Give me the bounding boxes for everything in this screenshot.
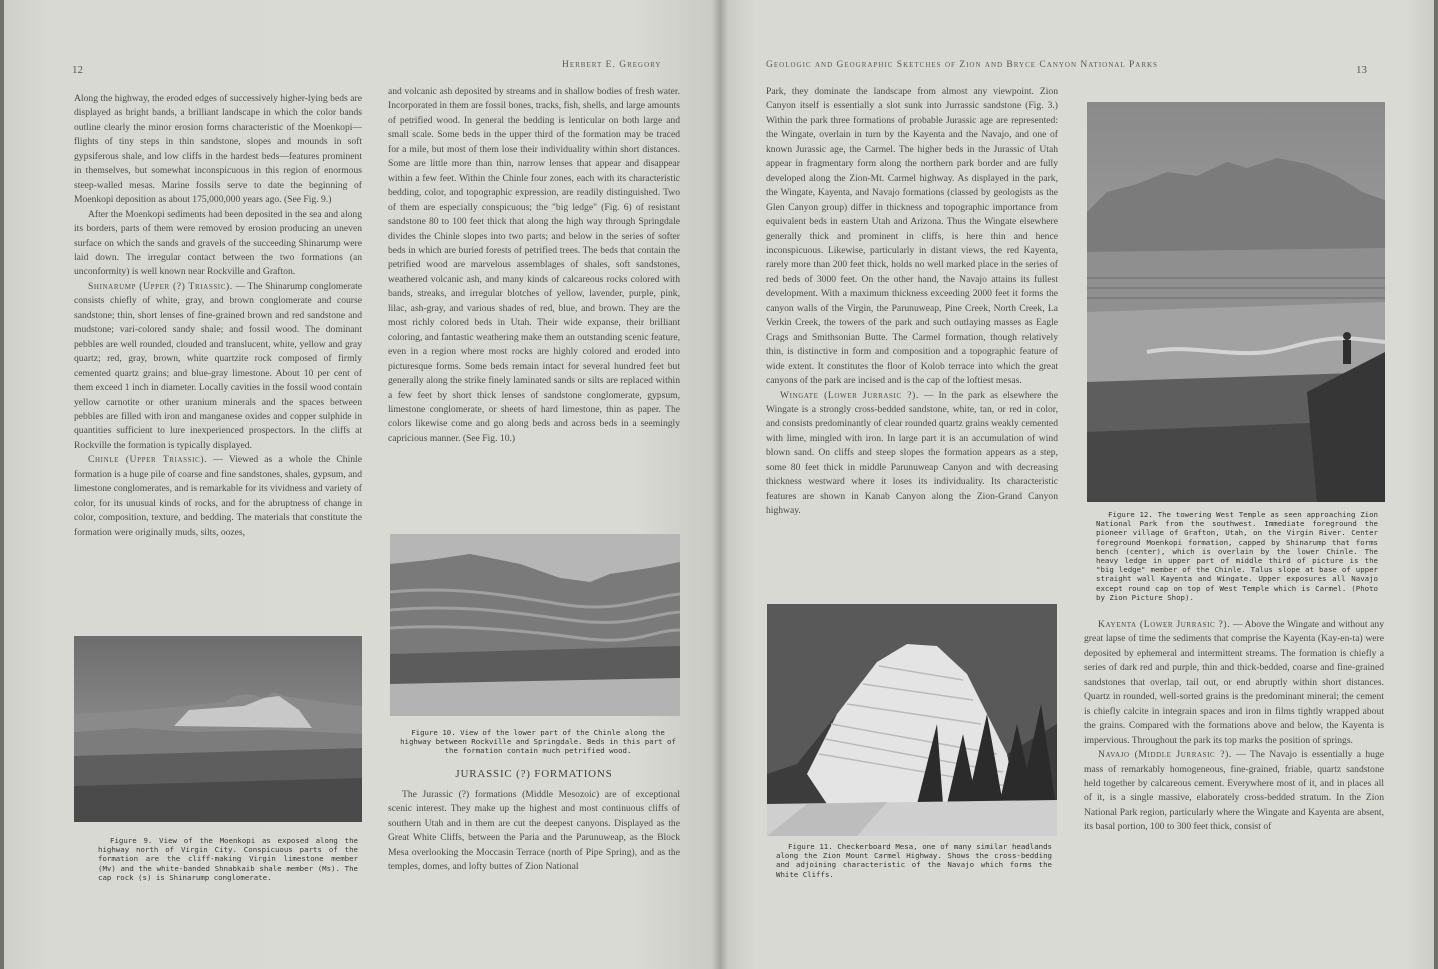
left-column-1 bbox=[74, 92, 362, 540]
figure-11-photo bbox=[767, 604, 1057, 836]
paragraph: Shinarump (Upper (?) Triassic). — The Shinarump conglomerate consists chiefly of white, gray, and brown conglomerate and course sandstone; thin, short lenses of fine-grained brown and red sandstone and mudstone; vari-colored sandy shale; and fossil wood. The dominant pebbles are well rounded, clouded and translucent, white, yellow and gray quartz; red, gray, brown, white quartzite rock composed of firmly cemented quartz grains; and blue-gray limestone. About 10 per cent of them exceed 1 inch in diameter. Locally cavities in the fossil wood contain yellow carnotite or other uranium minerals and the spaces between pebbles are filled with iron and manganese oxides and copper sulphide in quantities sufficient to lure inexperienced prospectors. In the cliffs at Rockville the formation is typically displayed. bbox=[74, 280, 363, 451]
paragraph: After the Moenkopi sediments had been deposited in the sea and along its borders, parts of them were removed by erosion producing an uneven surface on which the sands and gravels of the succeeding Shinarump were laid down. The irregular contact between the two formations (an unconformity) is well known near Rockville and Grafton. bbox=[74, 208, 362, 278]
paragraph: Park, they dominate the landscape from almost any viewpoint. Zion Canyon itself is essentially a slot sunk into Jurrassic sandstone (Fig. 3.) Within the park three formations of probable Jurassic age are represented: the Wingate, overlain in turn by the Kayenta and the Navajo, and one of known Jurassic age, the Carmel. The higher beds in the Jurassic of Utah appear in fragmentary form along the northern park border and are fully developed along the Zion-Mt. Carmel highway. As displayed in the park, the Wingate, Kayenta, and Navajo formations (classed by geologists as the Glen Canyon group) differ in thickness and topographic importance from equivalent beds in eastern Utah and Arizona. Thus the Wingate elsewhere generally thick and prominent in cliffs, is here thin and hence inconspicuous. Likewise, particularly in distant views, the red Kayenta, rarely more than 200 feet thick, holds no well marked place in the series of red beds of 3000 feet. On the other hand, the Navajo attains its fullest development. With a maximum thickness exceeding 2000 feet it forms the canyon walls of the Virgin, the Parunuweap, Pine Creek, North Creek, La Verkin Creek, the towers of the park and such outlaying masses as Eagle Crags and Smithsonian Butte. The Carmel formation, though relatively thin, is distinctive in form and composition and a topographic feature of wide extent. It constitutes the floor of Kolob terrace into which the great canyons of the park are incised and is the cap of the loftiest mesas. bbox=[766, 86, 1058, 387]
paragraph: and volcanic ash deposited by streams and in shallow bodies of fresh water. Incorporated in them are fossil bones, tracks, fish, shells, and large amounts of petrified wood. In general the bedding is lenticular on both large and small scale. Some beds in the upper third of the formation may be traced for a mile, but most of them lose their individuality within short distances. Some are little more than thin, narrow lenses that appear and disappear within a few feet. Within the Chinle four zones, each with its characteristic bedding, color, and topographic expression, are readily distinguished. Two of them are especially conspicuous; the "big ledge" (Fig. 6) of resistant sandstone 80 to 100 feet thick that along the high way through Springdale divides the Chinle slopes into two parts; and below in the series of softer beds in which are buried forests of petrified trees. The beds that contain the petrified wood are marvelous assemblages of shales, soft sandstones, weathered volcanic ash, and many kinds of calcareous rocks colored with bands, streaks, and irregular blotches of yellow, lavender, purple, pink, lilac, ash-gray, and various shades of red, blue, and brown. They are the most richly colored beds in Utah. Their wide expanse, their brilliant coloring, and fantastic weathering make them an outstanding scenic feature, even in a region where most rocks are highly colored and eroded into picturesque forms. Some beds remain intact for several hundred feet but generally along the strike finely laminated sands or silts are replaced within a few feet by short thick lenses of sandstone conglomerate, gypsum, limestone conglomerate, or sheets of hard limestone, thin as paper. The colors likewise come and go along beds and across beds in a seemingly capricious manner. (See Fig. 10.) bbox=[388, 86, 680, 444]
running-head-right: Geologic and Geographic Sketches of Zion and Bryce Canyon National Parks bbox=[766, 60, 1158, 70]
figure-12-caption: Figure 12. The towering West Temple as seen approaching Zion National Park from the southwest. Immediate foreground the pioneer village of Grafton, Utah, on the Virgin River. Center foreground Moenkopi formation, capped by Shinarump that forms bench (center), which is overlain by the lower Chinle. The heavy ledge in upper part of middle third of picture is the "big ledge" member of the Chinle. Talus slope at base of upper straight wall Kayenta and Wingate. Upper exposures all Navajo except round cap on top of West Temple which is Carmel. (Photo by Zion Picture Shop). bbox=[1096, 510, 1378, 602]
book-gutter bbox=[712, 0, 728, 969]
figure-9-photo bbox=[74, 636, 362, 822]
subsection-head: Shinarump (Upper (?) Triassic). bbox=[88, 280, 233, 292]
right-column-2 bbox=[1084, 618, 1384, 835]
page-number-right: 13 bbox=[1356, 64, 1367, 76]
right-column-1 bbox=[766, 85, 1058, 519]
figure-9-caption: Figure 9. View of the Moenkopi as exposed along the highway north of Virgin City. Conspicuous parts of the formation are the cliff-making Virgin limestone member (Mv) and the white-banded Shnabkaib shale member (Ms). The cap rock (s) is Shinarump conglomerate. bbox=[98, 836, 358, 882]
paragraph: Kayenta (Lower Jurrasic ?). — Above the Wingate and without any great lapse of time the sediments that comprise the Kayenta (Kay-en-ta) were deposited by ephemeral and intermittent streams. The formation is chiefly a series of dark red and purple, thin and thick-bedded, coarse and fine-grained sandstones that overlap, tail out, or end abruptly within short distances. Quartz in rounded, well-sorted grains is the predominant mineral; the cement is chiefly calcite in integrain spaces and iron in films tightly wrapped about the grains. Compared with the formations above and below, the Kayenta is impervious. Throughout the park its top marks the position of springs. bbox=[1084, 619, 1384, 746]
figure-10-caption: Figure 10. View of the lower part of the Chinle along the highway between Rockville and Springdale. Beds in this part of the formation contain much petrified wood. bbox=[400, 728, 676, 756]
left-page bbox=[4, 0, 720, 969]
left-column-2-jurassic bbox=[388, 788, 680, 875]
left-column-2 bbox=[388, 85, 680, 446]
right-page bbox=[720, 0, 1434, 969]
paragraph: Along the highway, the eroded edges of successively higher-lying beds are displayed as bright bands, a brilliant landscape in which the color bands outline clearly the minor erosion forms characteristic of the Moenkopi—flights of tiny steps in thin sandstone, slopes and mounds in soft gypsiferous shale, and low cliffs in the hardest beds—features prominent in themselves, but somewhat inconspicuous in this region of enormous steep-walled mesas. Marine fossils serve to date the beginning of Moenkopi deposition as about 175,000,000 years ago. (See Fig. 9.) bbox=[74, 93, 362, 206]
subsection-head: Kayenta (Lower Jurrasic ?). bbox=[1098, 619, 1231, 630]
figure-11-caption: Figure 11. Checkerboard Mesa, one of many similar headlands along the Zion Mount Carmel Highway. Shows the cross-bedding and adjoining characteristic of the Navajo which forms the White Cliffs. bbox=[776, 842, 1052, 879]
figure-10-photo bbox=[390, 534, 680, 716]
running-head-left: Herbert E. Gregory bbox=[562, 60, 662, 70]
figure-12-photo bbox=[1087, 102, 1385, 502]
paragraph: Wingate (Lower Jurrasic ?). — In the park as elsewhere the Wingate is a strongly cross-bedded sandstone, white, tan, or red in color, and consists predominantly of clear rounded quartz grains weakly cemented with lime, mingled with iron. In large part it is an accumulation of wind blown sand. On cliffs and steep slopes the formation appears as a step, some 80 feet thick in middle Parunuweap Canyon and with decreasing thickness westward where it loses its individuality. Its characteristic features are shown in Kanab Canyon along the Zion-Grand Canyon highway. bbox=[766, 389, 1058, 517]
paragraph: The Jurassic (?) formations (Middle Mesozoic) are of exceptional scenic interest. They make up the highest and most continuous cliffs of southern Utah and in them are cut the deepest canyons. Displayed as the Great White Cliffs, between the Paria and the Parunuweap, as the Block Mesa overlooking the Moccasin Terrace (north of Pipe Spring), and as the temples, domes, and lofty buttes of Zion National bbox=[388, 789, 680, 873]
subsection-head: Wingate (Lower Jurrasic ?). bbox=[780, 389, 919, 401]
paragraph: Navajo (Middle Jurrasic ?). — The Navajo is essentially a huge mass of remarkably homogeneous, fine-grained, friable, quartz sandstone held together by calcareous cement. Everywhere most of it, and in places all of it, is a single massive, elaborately cross-bedded stratum. In the Zion National Park region, particularly where the Wingate and Kayenta are absent, its basal portion, 100 to 300 feet thick, consist of bbox=[1084, 749, 1384, 833]
section-heading: JURASSIC (?) FORMATIONS bbox=[455, 768, 613, 780]
paragraph: Chinle (Upper Triassic). — Viewed as a whole the Chinle formation is a huge pile of coarse and fine sandstones, shales, gypsum, and limestone conglomerates, and is remarkable for its vividness and variety of color, for its unusual kinds of rocks, and for the abruptness of change in color, composition, texture, and bedding. The materials that constitute the formation were originally muds, silts, oozes, bbox=[74, 454, 363, 538]
subsection-head: Chinle (Upper Triassic). bbox=[88, 454, 208, 466]
page-number-left: 12 bbox=[72, 64, 83, 76]
subsection-head: Navajo (Middle Jurrasic ?). bbox=[1098, 749, 1232, 761]
